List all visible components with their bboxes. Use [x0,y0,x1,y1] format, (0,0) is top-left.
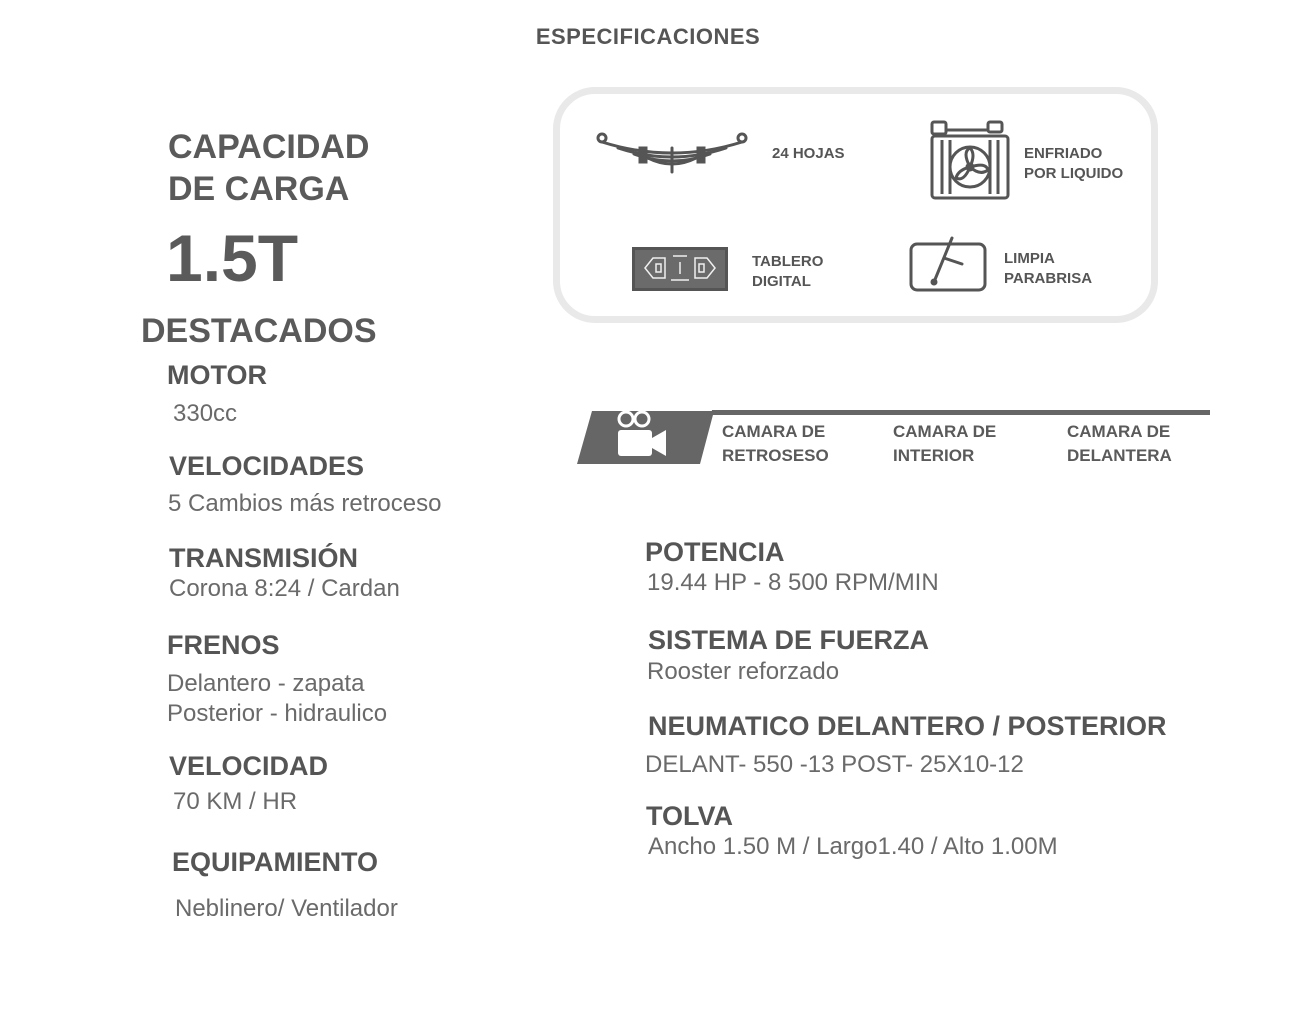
leaf-spring-icon [596,130,748,174]
camera-item-interior-line2: INTERIOR [893,446,975,465]
page-title: ESPECIFICACIONES [535,24,761,49]
windshield-wiper-icon [908,234,988,294]
spec-label-equipamiento: EQUIPAMIENTO [172,847,379,877]
spec-value-motor: 330cc [173,400,238,427]
feature-label-wiper-line2: PARABRISA [1004,270,1093,287]
feature-label-radiator [1024,144,1123,184]
camera-item-front-line1: CAMARA DE [1067,422,1171,441]
digital-dashboard-icon [631,246,729,292]
spec-label-transmision: TRANSMISIÓN [169,543,358,573]
spec-label-sistema-fuerza: SISTEMA DE FUERZA [648,625,930,655]
feature-label-wiper [1004,249,1092,289]
video-camera-icon [614,410,670,460]
spec-value-tolva: Ancho 1.50 M / Largo1.40 / Alto 1.00M [648,833,1058,860]
spec-label-potencia: POTENCIA [645,537,785,567]
spec-value-equipamiento: Neblinero/ Ventilador [175,895,398,922]
feature-label-wiper-line1: LIMPIA [1004,250,1055,267]
camera-item-rear [722,420,829,468]
spec-label-motor: MOTOR [167,360,267,390]
spec-value-velocidades: 5 Cambios más retroceso [168,490,442,517]
capacity-value: 1.5T [166,221,299,295]
feature-label-leaf-spring: 24 HOJAS [772,145,845,162]
spec-label-neumatico: NEUMATICO DELANTERO / POSTERIOR [648,711,1167,741]
spec-value-velocidad: 70 KM / HR [173,788,298,815]
camera-item-front-line2: DELANTERA [1067,446,1172,465]
capacity-title-line2: DE CARGA [168,170,350,208]
feature-label-dashboard-line1: TABLERO [752,253,824,270]
spec-value-neumatico: DELANT- 550 -13 POST- 25X10-12 [645,751,1024,778]
highlights-title: DESTACADOS [141,312,377,350]
radiator-icon [928,118,1012,204]
capacity-title-line1: CAPACIDAD [168,128,370,166]
feature-label-dashboard-line2: DIGITAL [752,273,811,290]
spec-value-sistema-fuerza: Rooster reforzado [647,658,840,685]
spec-value-frenos-rear: Posterior - hidraulico [167,700,388,727]
spec-value-transmision: Corona 8:24 / Cardan [169,575,400,602]
camera-item-front [1067,420,1172,468]
feature-label-radiator-line1: ENFRIADO [1024,145,1103,162]
spec-value-frenos-front: Delantero - zapata [167,670,365,697]
spec-label-velocidad: VELOCIDAD [169,751,329,781]
capacity-title [168,126,369,210]
camera-item-interior [893,420,996,468]
spec-label-tolva: TOLVA [646,801,733,831]
spec-label-frenos: FRENOS [167,630,280,660]
feature-label-dashboard [752,252,823,292]
camera-item-interior-line1: CAMARA DE [893,422,997,441]
camera-item-rear-line1: CAMARA DE [722,422,826,441]
feature-label-radiator-line2: POR LIQUIDO [1024,165,1124,182]
camera-item-rear-line2: RETROSESO [722,446,829,465]
spec-value-potencia: 19.44 HP - 8 500 RPM/MIN [647,569,939,596]
spec-label-velocidades: VELOCIDADES [169,451,365,481]
